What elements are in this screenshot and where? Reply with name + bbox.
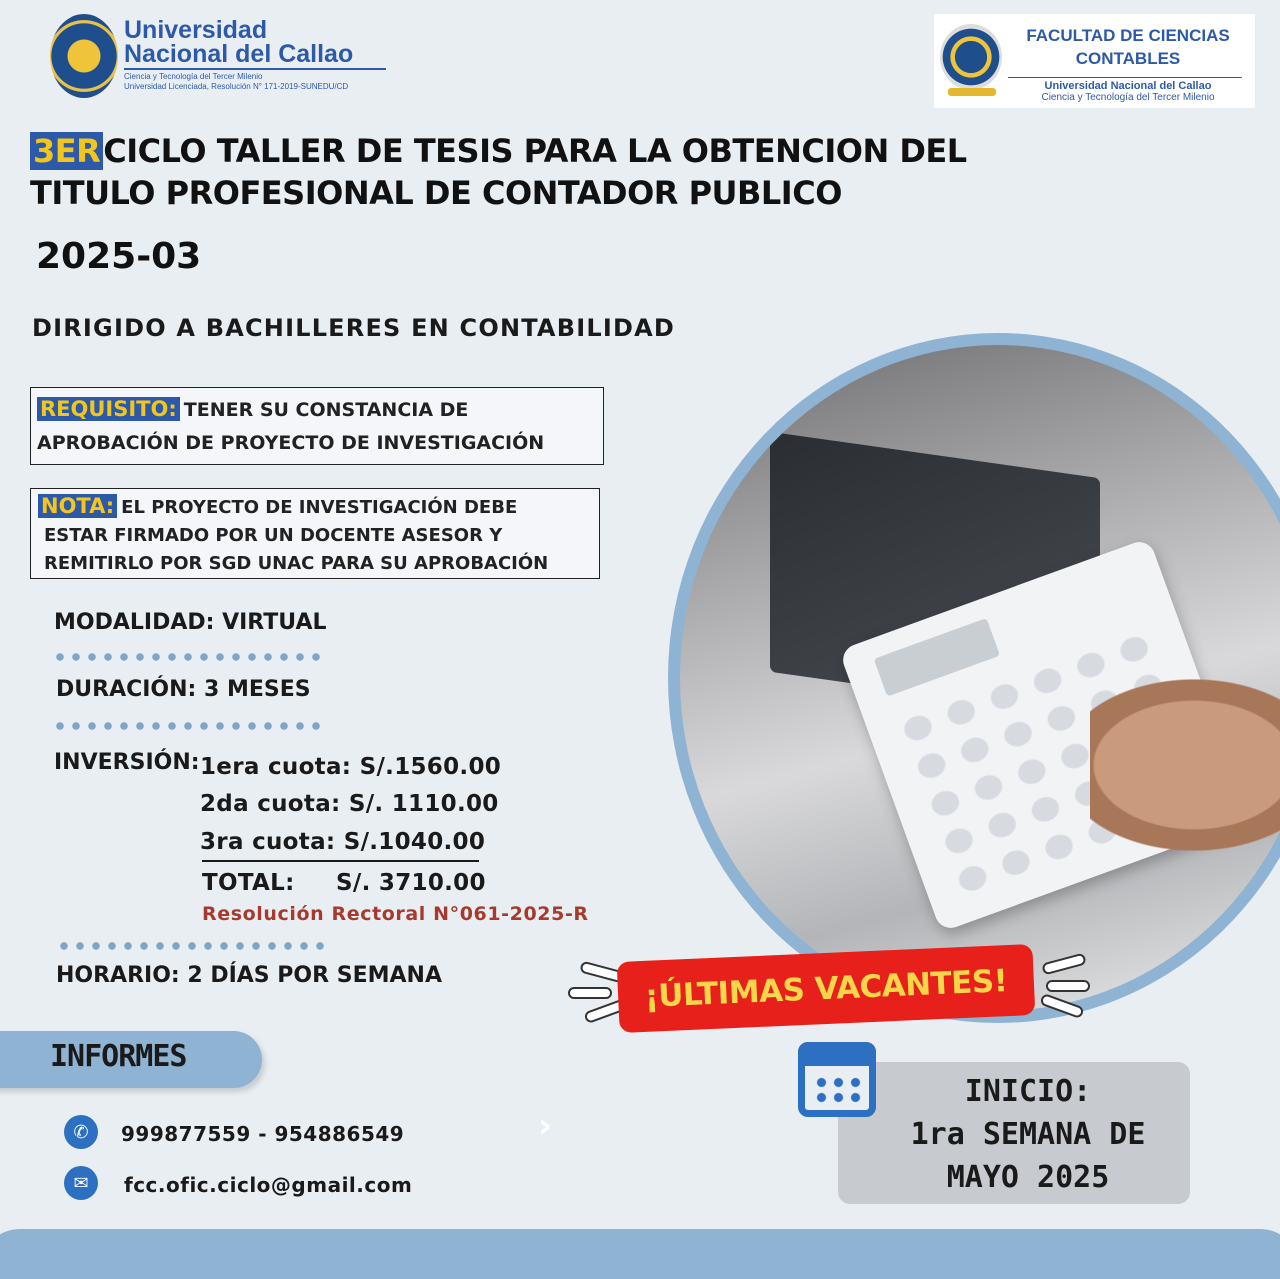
- faculty-divider: [1008, 77, 1242, 78]
- university-name: Universidad Nacional del Callao: [124, 16, 354, 68]
- phone-number[interactable]: 999877559 - 954886549: [121, 1122, 405, 1146]
- total-divider: [202, 860, 479, 862]
- requirement-tag: REQUISITO:: [37, 397, 180, 421]
- quota-2: 2da cuota: S/. 1110.00: [200, 791, 499, 817]
- start-date-text: INICIO: 1ra SEMANA DE MAYO 2025: [910, 1074, 1146, 1195]
- page-title: [30, 130, 1070, 214]
- dotted-divider: [52, 653, 320, 661]
- office-photo: [668, 333, 1280, 1023]
- faculty-tagline: Ciencia y Tecnología del Tercer Milenio: [1041, 92, 1215, 103]
- informes-tab: INFORMES: [0, 1031, 262, 1088]
- logo-divider: [124, 68, 386, 70]
- university-logo: [50, 12, 390, 102]
- calendar-header: [798, 1042, 876, 1066]
- envelope-icon: ✉: [64, 1166, 98, 1200]
- note-box: NOTA: EL PROYECTO DE INVESTIGACIÓN DEBE ESTAR FIRMADO POR UN DOCENTE ASESOR Y REMITIRLO POR SGD UNAC PARA SU APROBACIÓN: [30, 488, 600, 579]
- requirement-box: REQUISITO: TENER SU CONSTANCIA DE APROBACIÓN DE PROYECTO DE INVESTIGACIÓN: [30, 387, 604, 465]
- total-value: S/. 3710.00: [336, 870, 486, 896]
- faculty-logo: [934, 14, 1255, 108]
- footer-band: [0, 1229, 1280, 1279]
- modality-label: MODALIDAD: VIRTUAL: [54, 610, 327, 635]
- hand-image: [1090, 665, 1280, 865]
- phone-icon: ✆: [64, 1115, 98, 1149]
- dotted-divider: [56, 942, 324, 950]
- calendar-icon: [798, 1042, 876, 1117]
- faculty-name: FACULTAD DE CIENCIAS CONTABLES: [1026, 26, 1230, 68]
- dotted-divider: [52, 722, 320, 730]
- university-seal-icon: [50, 14, 118, 98]
- title-line2: TITULO PROFESIONAL DE CONTADOR PUBLICO: [30, 174, 842, 212]
- title-line1: CICLO TALLER DE TESIS PARA LA OBTENCION DEL: [103, 132, 967, 170]
- total-label: TOTAL:: [202, 870, 295, 896]
- faculty-seal-icon: [940, 24, 1002, 90]
- university-tagline: Ciencia y Tecnología del Tercer Milenio Universidad Licenciada, Resolución N° 171-2019-SUNEDU/CD: [124, 72, 349, 91]
- resolution-label: Resolución Rectoral N°061-2025-R: [202, 903, 589, 925]
- vacancies-banner: ¡ÚLTIMAS VACANTES!: [617, 944, 1036, 1033]
- burst-line: [1046, 980, 1090, 992]
- calendar-grid: [813, 1075, 865, 1105]
- quota-3: 3ra cuota: S/.1040.00: [200, 829, 486, 855]
- faculty-seal-ribbon: [948, 88, 996, 96]
- start-date-box: [838, 1062, 1190, 1204]
- email-address[interactable]: fcc.ofic.ciclo@gmail.com: [124, 1173, 413, 1197]
- chevron-right-icon: ›: [538, 1106, 553, 1146]
- burst-line: [568, 987, 612, 999]
- audience-label: DIRIGIDO A BACHILLERES EN CONTABILIDAD: [32, 314, 675, 342]
- faculty-university: Universidad Nacional del Callao: [1044, 80, 1212, 92]
- duration-label: DURACIÓN: 3 MESES: [56, 677, 311, 702]
- quota-1: 1era cuota: S/.1560.00: [200, 754, 502, 780]
- schedule-label: HORARIO: 2 DÍAS POR SEMANA: [56, 963, 442, 988]
- investment-label: INVERSIÓN:: [54, 750, 200, 775]
- title-highlight: 3ER: [30, 132, 103, 170]
- note-tag: NOTA:: [38, 494, 117, 518]
- edition-label: 2025-03: [36, 236, 202, 277]
